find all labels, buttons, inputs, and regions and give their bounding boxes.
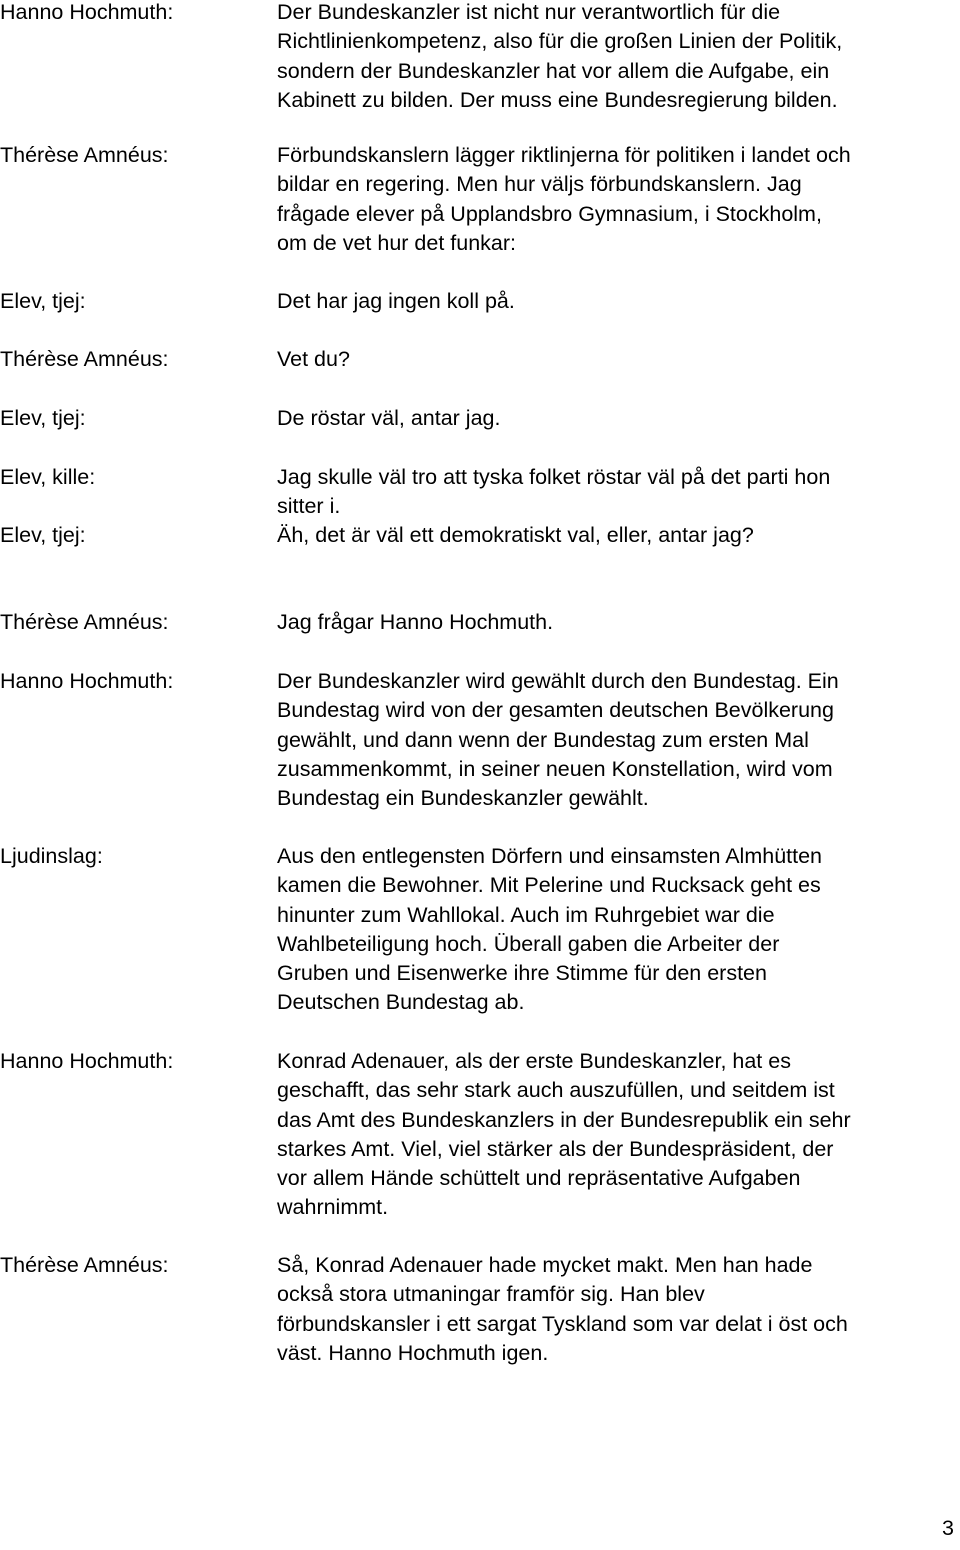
utterance-text: [277, 141, 960, 258]
utterance-line: Jag skulle väl tro att tyska folket röstar väl på det parti hon: [277, 465, 831, 489]
utterance-line: zusammenkommt, in seiner neuen Konstellation, wird vom: [277, 756, 833, 781]
utterance-line: starkes Amt. Viel, viel stärker als der Bundespräsident, der: [277, 1136, 834, 1161]
utterance-line: gewählt, und dann wenn der Bundestag zum ersten Mal: [277, 727, 809, 752]
utterance-line: om de vet hur det funkar:: [277, 230, 517, 255]
utterance-text: [277, 608, 960, 637]
utterance-text: [277, 1251, 960, 1368]
utterance-line: frågade elever på Upplandsbro Gymnasium, i Stockholm,: [277, 201, 822, 226]
utterance-line: sitter i.: [277, 494, 341, 519]
utterance-line: Gruben und Eisenwerke ihre Stimme für den ersten: [277, 961, 767, 986]
speaker-label: Elev, kille:: [0, 465, 96, 489]
utterance-line: Richtlinienkompetenz, also für die großen Linien der Politik,: [277, 29, 843, 54]
utterance-text: [277, 287, 960, 316]
utterance-line: Aus den entlegensten Dörfern und einsamsten Almhütten: [277, 844, 823, 868]
speaker-label: Thérèse Amnéus:: [0, 610, 169, 634]
utterance-line: Äh, det är väl ett demokratiskt val, eller, antar jag?: [277, 523, 754, 547]
speaker-label: Hanno Hochmuth:: [0, 669, 174, 693]
utterance-line: geschafft, das sehr stark auch auszufüllen, und seitdem ist: [277, 1078, 835, 1103]
utterance-text: [277, 521, 960, 550]
utterance-line: väst. Hanno Hochmuth igen.: [277, 1340, 549, 1365]
speaker-label: Thérèse Amnéus:: [0, 1253, 169, 1277]
utterance-line: Konrad Adenauer, als der erste Bundeskanzler, hat es: [277, 1049, 791, 1073]
utterance-text: [277, 1047, 960, 1223]
utterance-text: [277, 667, 960, 813]
utterance-line: Der Bundeskanzler ist nicht nur verantwortlich für die: [277, 0, 781, 24]
utterance-line: Deutschen Bundestag ab.: [277, 990, 525, 1015]
utterance-line: Jag frågar Hanno Hochmuth.: [277, 610, 554, 634]
utterance-line: Det har jag ingen koll på.: [277, 289, 515, 313]
utterance-line: wahrnimmt.: [277, 1195, 389, 1220]
utterance-line: das Amt des Bundeskanzlers in der Bundesrepublik ein sehr: [277, 1107, 851, 1132]
utterance-text: [277, 345, 960, 374]
utterance-line: också stora utmaningar framför sig. Han blev: [277, 1282, 705, 1307]
utterance-line: hinunter zum Wahllokal. Auch im Ruhrgebiet war die: [277, 902, 775, 927]
utterance-line: Kabinett zu bilden. Der muss eine Bundesregierung bilden.: [277, 87, 838, 112]
utterance-line: förbundskansler i ett sargat Tyskland som var delat i öst och: [277, 1311, 848, 1336]
speaker-label: Elev, tjej:: [0, 523, 86, 547]
utterance-line: De röstar väl, antar jag.: [277, 406, 501, 430]
speaker-label: Hanno Hochmuth:: [0, 0, 174, 24]
utterance-text: [277, 463, 960, 522]
utterance-line: Vet du?: [277, 347, 350, 371]
speaker-label: Elev, tjej:: [0, 406, 86, 430]
utterance-text: [277, 404, 960, 433]
utterance-line: Wahlbeteiligung hoch. Überall gaben die Arbeiter der: [277, 931, 780, 956]
utterance-line: Bundestag ein Bundeskanzler gewählt.: [277, 786, 649, 811]
speaker-label: Thérèse Amnéus:: [0, 347, 169, 371]
utterance-line: kamen die Bewohner. Mit Pelerine und Rucksack geht es: [277, 873, 821, 898]
utterance-line: vor allem Hände schüttelt und repräsentative Aufgaben: [277, 1166, 801, 1191]
utterance-text: [277, 0, 960, 115]
utterance-line: Förbundskanslern lägger riktlinjerna för politiken i landet och: [277, 143, 851, 167]
utterance-text: [277, 842, 960, 1018]
utterance-line: Der Bundeskanzler wird gewählt durch den Bundestag. Ein: [277, 669, 839, 693]
page-number: 3: [942, 1516, 954, 1540]
utterance-line: bildar en regering. Men hur väljs förbundskanslern. Jag: [277, 172, 802, 197]
speaker-label: Ljudinslag:: [0, 844, 103, 868]
utterance-line: Bundestag wird von der gesamten deutschen Bevölkerung: [277, 698, 834, 723]
utterance-line: sondern der Bundeskanzler hat vor allem die Aufgabe, ein: [277, 58, 830, 83]
speaker-label: Thérèse Amnéus:: [0, 143, 169, 167]
utterance-line: Så, Konrad Adenauer hade mycket makt. Men han hade: [277, 1253, 813, 1277]
speaker-label: Elev, tjej:: [0, 289, 86, 313]
speaker-label: Hanno Hochmuth:: [0, 1049, 174, 1073]
